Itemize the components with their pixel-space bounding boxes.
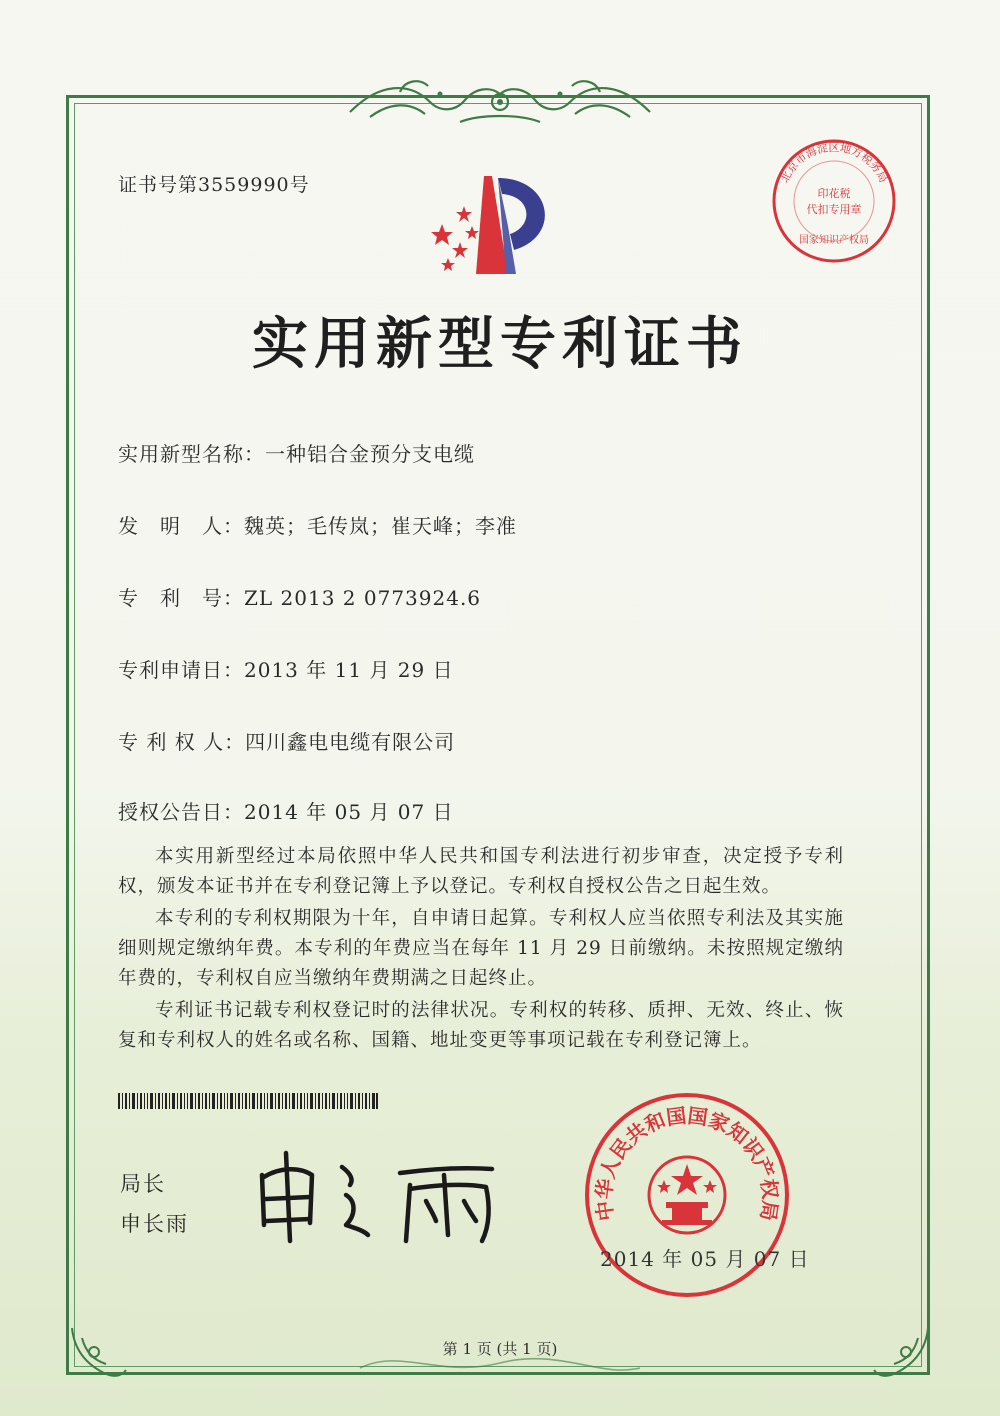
national-emblem-icon: [649, 1157, 725, 1233]
certificate-number: 证书号第3559990号: [118, 174, 310, 196]
field-grant-date: [118, 796, 454, 825]
field-value: 2014 年 05 月 07 日: [244, 800, 454, 824]
field-label: 专利申请日：: [118, 658, 244, 682]
certificate-body: [118, 842, 844, 1058]
field-label: 发 明 人：: [118, 514, 244, 538]
body-paragraph: 专利证书记载专利权登记时的法律状况。专利权的转移、质押、无效、终止、恢复和专利权人的姓名或名称、国籍、地址变更等事项记载在专利登记簿上。: [118, 1000, 844, 1051]
tax-seal-arc-text: 北京市海淀区地方税务局: [777, 141, 891, 185]
tax-seal-line: 印花税: [817, 187, 851, 200]
field-label: 实用新型名称：: [118, 442, 265, 466]
certificate-title: 实用新型专利证书: [252, 311, 748, 377]
field-label: 专 利 权 人：: [118, 730, 246, 754]
field-value: 四川鑫电电缆有限公司: [245, 730, 456, 754]
field-label: 授权公告日：: [118, 800, 244, 824]
body-paragraph: 本实用新型经过本局依照中华人民共和国专利法进行初步审查，决定授予专利权，颁发本证书并在专利登记簿上予以登记。专利权自授权公告之日起生效。: [118, 846, 844, 897]
field-value: ZL 2013 2 0773924.6: [244, 586, 482, 610]
field-value: 一种铝合金预分支电缆: [265, 442, 475, 466]
field-utility-model-name: [118, 438, 475, 467]
field-value: 2013 年 11 月 29 日: [244, 658, 454, 682]
body-paragraph: 本专利的专利权期限为十年，自申请日起算。专利权人应当依照专利法及其实施细则规定缴纳年费。本专利的年费应当在每年 11 月 29 日前缴纳。未按照规定缴纳年费的，专利权自应当缴纳年费期满之日起终止。: [118, 908, 844, 989]
field-application-date: [118, 654, 454, 683]
tax-seal-line: 代扣专用章: [806, 203, 862, 216]
director-name: 申长雨: [120, 1212, 189, 1236]
top-ornament-icon: [340, 72, 660, 132]
seal-arc-text: 中华人民共和国国家知识产权局: [591, 1103, 783, 1223]
patent-office-logo: [412, 166, 572, 286]
page-number: 第 1 页 (共 1 页): [442, 1340, 558, 1358]
field-value: 魏英；毛传岚；崔天峰；李准: [244, 514, 517, 538]
tax-seal-line: 国家知识产权局: [799, 235, 869, 246]
field-label: 专 利 号：: [118, 586, 244, 610]
director-title: 局长: [120, 1172, 166, 1196]
director-signature: [250, 1145, 510, 1245]
field-inventors: [118, 510, 517, 539]
field-patent-number: [118, 582, 481, 611]
barcode: [118, 1093, 378, 1109]
tax-stamp-seal: [768, 135, 900, 267]
field-patentee: [118, 726, 455, 755]
seal-date: 2014 年 05 月 07 日: [600, 1247, 810, 1271]
